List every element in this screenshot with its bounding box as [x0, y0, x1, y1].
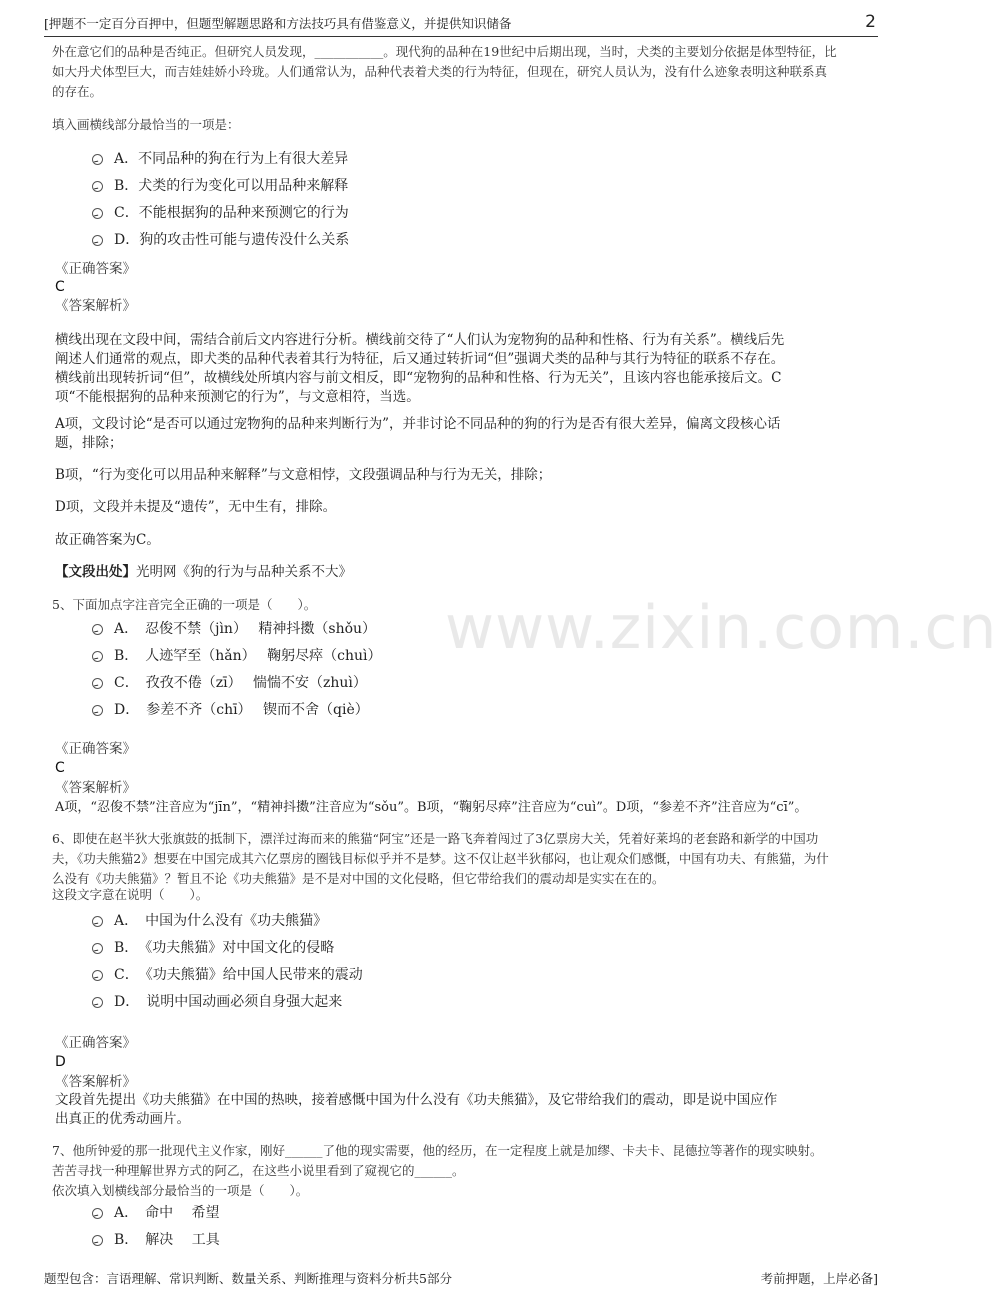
q6-option-c[interactable]: C． 《功夫熊猫》给中国人民带来的震动: [92, 964, 792, 986]
q4-option-b-analysis: B项，“行为变化可以用品种来解释”与文意相悖，文段强调品种与行为无关，排除；: [55, 467, 552, 483]
q7-option-a[interactable]: A． 命中 希望: [92, 1202, 792, 1224]
radio-icon[interactable]: [92, 943, 103, 954]
q4-option-b[interactable]: B．犬类的行为变化可以用品种来解释: [92, 175, 792, 197]
q4-a-line: A项，文段讨论“是否可以通过宠物狗的品种来判断行为”，并非讨论不同品种的狗的行为是否有很大差异，偏离文段核心话: [55, 416, 781, 432]
q4-analysis-label: 《答案解析》: [55, 298, 136, 314]
q4-passage: [52, 42, 872, 102]
q4-conclusion: 故正确答案为C。: [55, 532, 160, 548]
q5-stem: 5、下面加点字注音完全正确的一项是（ ）。: [52, 597, 317, 612]
q6-stem-line: 么没有《功夫熊猫》？暂且不论《功夫熊猫》是不是对中国的文化侵略，但它带给我们的震动却是实实在在的。: [52, 871, 665, 886]
q5-option-b[interactable]: B． 人迹罕至（hǎn） 鞠躬尽瘁（chuì）: [92, 645, 792, 667]
q4-option-d-analysis: D项，文段并未提及“遗传”，无中生有，排除。: [55, 499, 337, 515]
header-title: [押题不一定百分百押中，但题型解题思路和方法技巧具有借鉴意义，并提供知识储备: [44, 16, 512, 31]
radio-icon[interactable]: [92, 916, 103, 927]
radio-icon[interactable]: [92, 678, 103, 689]
page-header: [44, 14, 878, 37]
q4-option-a-analysis: [55, 415, 875, 453]
q6-stem-line: 6、即使在赵半狄大张旗鼓的抵制下，漂洋过海而来的熊猫“阿宝”还是一路飞奔着闯过了3亿票房大关，凭着好莱坞的老套路和新学的中国功: [52, 831, 819, 846]
q7-stem: [52, 1141, 872, 1201]
q4-analysis: [55, 331, 875, 407]
q6-option-d[interactable]: D． 说明中国动画必须自身强大起来: [92, 991, 792, 1013]
q5-answer: C: [55, 760, 65, 776]
radio-icon[interactable]: [92, 970, 103, 981]
q4-option-a[interactable]: A．不同品种的狗在行为上有很大差异: [92, 148, 792, 170]
q5-answer-label: 《正确答案》: [55, 741, 136, 757]
q4-passage-line: 如大丹犬体型巨大，而吉娃娃娇小玲珑。人们通常认为，品种代表着犬类的行为特征，但现在，研究人员认为，没有什么迹象表明这种联系真: [52, 64, 828, 79]
q4-prompt: 填入画横线部分最恰当的一项是：: [52, 117, 240, 132]
q4-a-line: 题，排除；: [55, 435, 123, 451]
q5-analysis-label: 《答案解析》: [55, 780, 136, 796]
q6-answer-label: 《正确答案》: [55, 1035, 136, 1051]
q6-analysis: [55, 1091, 875, 1129]
footer-right: 考前押题，上岸必备]: [760, 1271, 878, 1286]
source-text: 光明网《狗的行为与品种关系不大》: [136, 564, 352, 580]
q6-answer: D: [55, 1054, 66, 1070]
radio-icon[interactable]: [92, 651, 103, 662]
q7-stem-line: 7、他所钟爱的那一批现代主义作家，刚好______了他的现实需要，他的经历，在一定程度上就是加缪、卡夫卡、昆德拉等著作的现实映射。: [52, 1143, 823, 1158]
radio-icon[interactable]: [92, 1208, 103, 1219]
q4-passage-line: 的存在。: [52, 84, 103, 99]
page-footer: [44, 1270, 878, 1290]
q6-stem-line: 夫，《功夫熊猫2》想要在中国完成其六亿票房的圈钱目标似乎并不是梦。这不仅让赵半狄郁闷，也让观众们感慨，中国有功夫、有熊猫，为什: [52, 851, 829, 866]
radio-icon[interactable]: [92, 154, 103, 165]
radio-icon[interactable]: [92, 235, 103, 246]
radio-icon[interactable]: [92, 624, 103, 635]
q6-stem-line: 这段文字意在说明（ ）。: [52, 887, 209, 902]
q4-source: [55, 563, 875, 582]
radio-icon[interactable]: [92, 208, 103, 219]
radio-icon[interactable]: [92, 1235, 103, 1246]
q4-analysis-line: 横线前出现转折词“但”，故横线处所填内容与前文相反，即“宠物狗的品种和性格、行为无关”，且该内容也能承接后文。C: [55, 370, 782, 386]
q7-stem-line: 苦苦寻找一种理解世界方式的阿乙，在这些小说里看到了窥视它的______。: [52, 1163, 465, 1178]
source-tag: 【文段出处】: [55, 564, 136, 580]
q6-analysis-line: 出真正的优秀动画片。: [55, 1111, 190, 1127]
q6-option-a[interactable]: A． 中国为什么没有《功夫熊猫》: [92, 910, 792, 932]
q5-option-d[interactable]: D． 参差不齐（chī） 锲而不舍（qiè）: [92, 699, 792, 721]
q4-analysis-line: 横线出现在文段中间，需结合前后文内容进行分析。横线前交待了“人们认为宠物狗的品种和性格、行为有关系”。横线后先: [55, 332, 785, 348]
q5-analysis: A项，“忍俊不禁”注音应为“jīn”，“精神抖擞”注音应为“sǒu”。B项，“鞠躬尽瘁”注音应为“cuì”。D项，“参差不齐”注音应为“cī”。: [55, 800, 808, 815]
page-number: 2: [865, 12, 876, 32]
q4-answer: C: [55, 279, 65, 295]
radio-icon[interactable]: [92, 705, 103, 716]
q7-option-b[interactable]: B． 解决 工具: [92, 1229, 792, 1251]
q6-option-b[interactable]: B． 《功夫熊猫》对中国文化的侵略: [92, 937, 792, 959]
footer-left: 题型包含：言语理解、常识判断、数量关系、判断推理与资料分析共5部分: [44, 1271, 452, 1286]
q4-option-d[interactable]: D．狗的攻击性可能与遗传没什么关系: [92, 229, 792, 251]
q5-option-a[interactable]: A． 忍俊不禁（jìn） 精神抖擞（shǒu）: [92, 618, 792, 640]
watermark: www.zixin.com.cn: [445, 593, 997, 663]
q5-option-c[interactable]: C． 孜孜不倦（zī） 惴惴不安（zhuì）: [92, 672, 792, 694]
radio-icon[interactable]: [92, 181, 103, 192]
q6-stem: [52, 829, 872, 905]
q4-answer-label: 《正确答案》: [55, 261, 136, 277]
q4-passage-line: 外在意它们的品种是否纯正。但研究人员发现，___________。现代狗的品种在19世纪中后期出现，当时，犬类的主要划分依据是体型特征，比: [52, 44, 837, 59]
q6-analysis-line: 文段首先提出《功夫熊猫》在中国的热映，接着感慨中国为什么没有《功夫熊猫》，及它带给我们的震动，即是说中国应作: [55, 1092, 778, 1108]
q6-analysis-label: 《答案解析》: [55, 1074, 136, 1090]
q4-analysis-line: 项“不能根据狗的品种来预测它的行为”，与文意相符，当选。: [55, 389, 420, 405]
radio-icon[interactable]: [92, 997, 103, 1008]
q4-analysis-line: 阐述人们通常的观点，即犬类的品种代表着其行为特征，后又通过转折词“但”强调犬类的品种与其行为特征的联系不存在。: [55, 351, 785, 367]
q4-option-c[interactable]: C．不能根据狗的品种来预测它的行为: [92, 202, 792, 224]
q7-stem-line: 依次填入划横线部分最恰当的一项是（ ）。: [52, 1183, 309, 1198]
